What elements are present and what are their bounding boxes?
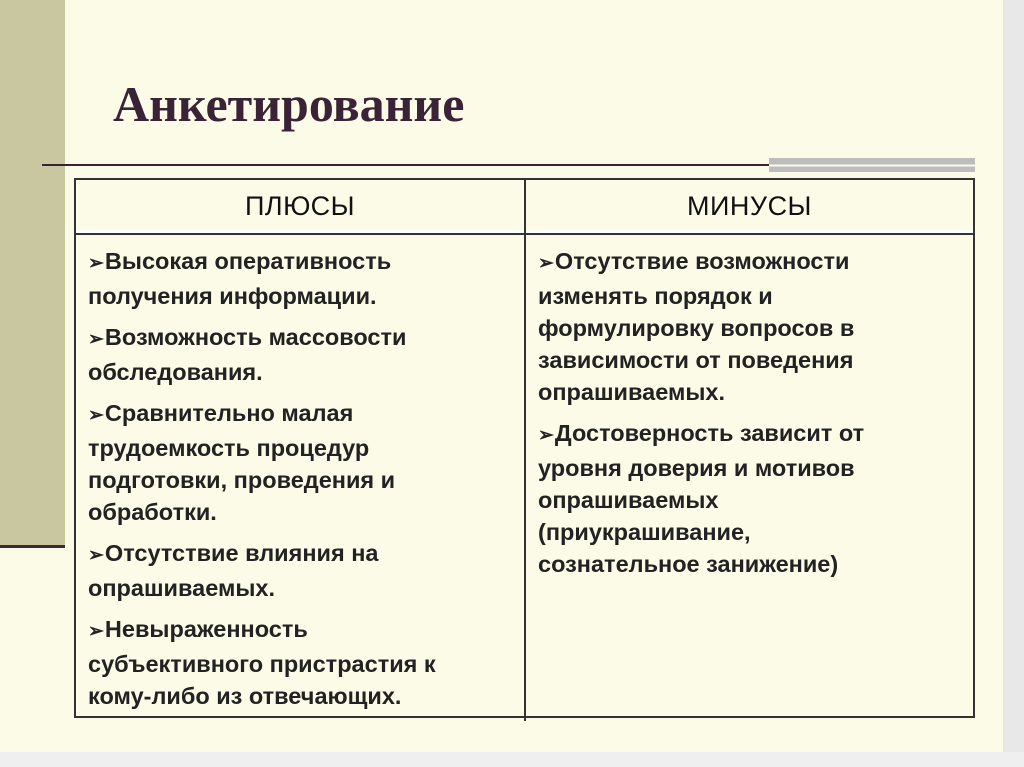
side-decoration-band [0, 0, 65, 545]
arrow-bullet-icon: ➢ [88, 405, 104, 426]
pros-item-text: Возможность массовости обследования. [88, 324, 407, 385]
cons-item [538, 417, 965, 580]
cons-header: МИНУСЫ [526, 180, 973, 235]
pros-cell [76, 235, 526, 721]
arrow-bullet-icon: ➢ [88, 621, 104, 642]
pros-header: ПЛЮСЫ [76, 180, 526, 235]
pros-item-text: Отсутствие влияния на опрашиваемых. [88, 540, 379, 601]
title-underline [42, 164, 782, 166]
cons-list [538, 245, 965, 580]
slide-title: Анкетирование [113, 76, 465, 132]
pros-item [88, 245, 514, 312]
pros-list [88, 245, 514, 712]
arrow-bullet-icon: ➢ [88, 329, 104, 350]
pros-item-text: Невыраженность субъективного пристрастия к кому-либо из отвечающих. [88, 616, 436, 709]
pros-item [88, 321, 514, 388]
pros-item [88, 613, 514, 712]
pros-item-text: Высокая оперативность получения информации. [88, 248, 392, 309]
cons-item [538, 245, 965, 408]
cons-cell [526, 235, 973, 721]
frame-edge-right [1003, 0, 1024, 767]
pros-item [88, 397, 514, 528]
arrow-bullet-icon: ➢ [88, 253, 104, 274]
pros-item [88, 537, 514, 604]
accent-bar [769, 158, 975, 172]
frame-edge-bottom [0, 752, 1024, 767]
pros-item-text: Сравнительно малая трудоемкость процедур подготовки, проведения и обработки. [88, 400, 396, 525]
pros-cons-table [74, 178, 975, 718]
cons-item-text: Отсутствие возможности изменять порядок и формулировку вопросов в зависимости от поведения опрашиваемых. [538, 248, 855, 405]
arrow-bullet-icon: ➢ [538, 425, 554, 446]
side-decoration-rule [0, 545, 65, 548]
cons-item-text: Достоверность зависит от уровня доверия и мотивов опрашиваемых (приукрашивание, сознательное занижение) [538, 420, 865, 577]
arrow-bullet-icon: ➢ [88, 545, 104, 566]
arrow-bullet-icon: ➢ [538, 253, 554, 274]
